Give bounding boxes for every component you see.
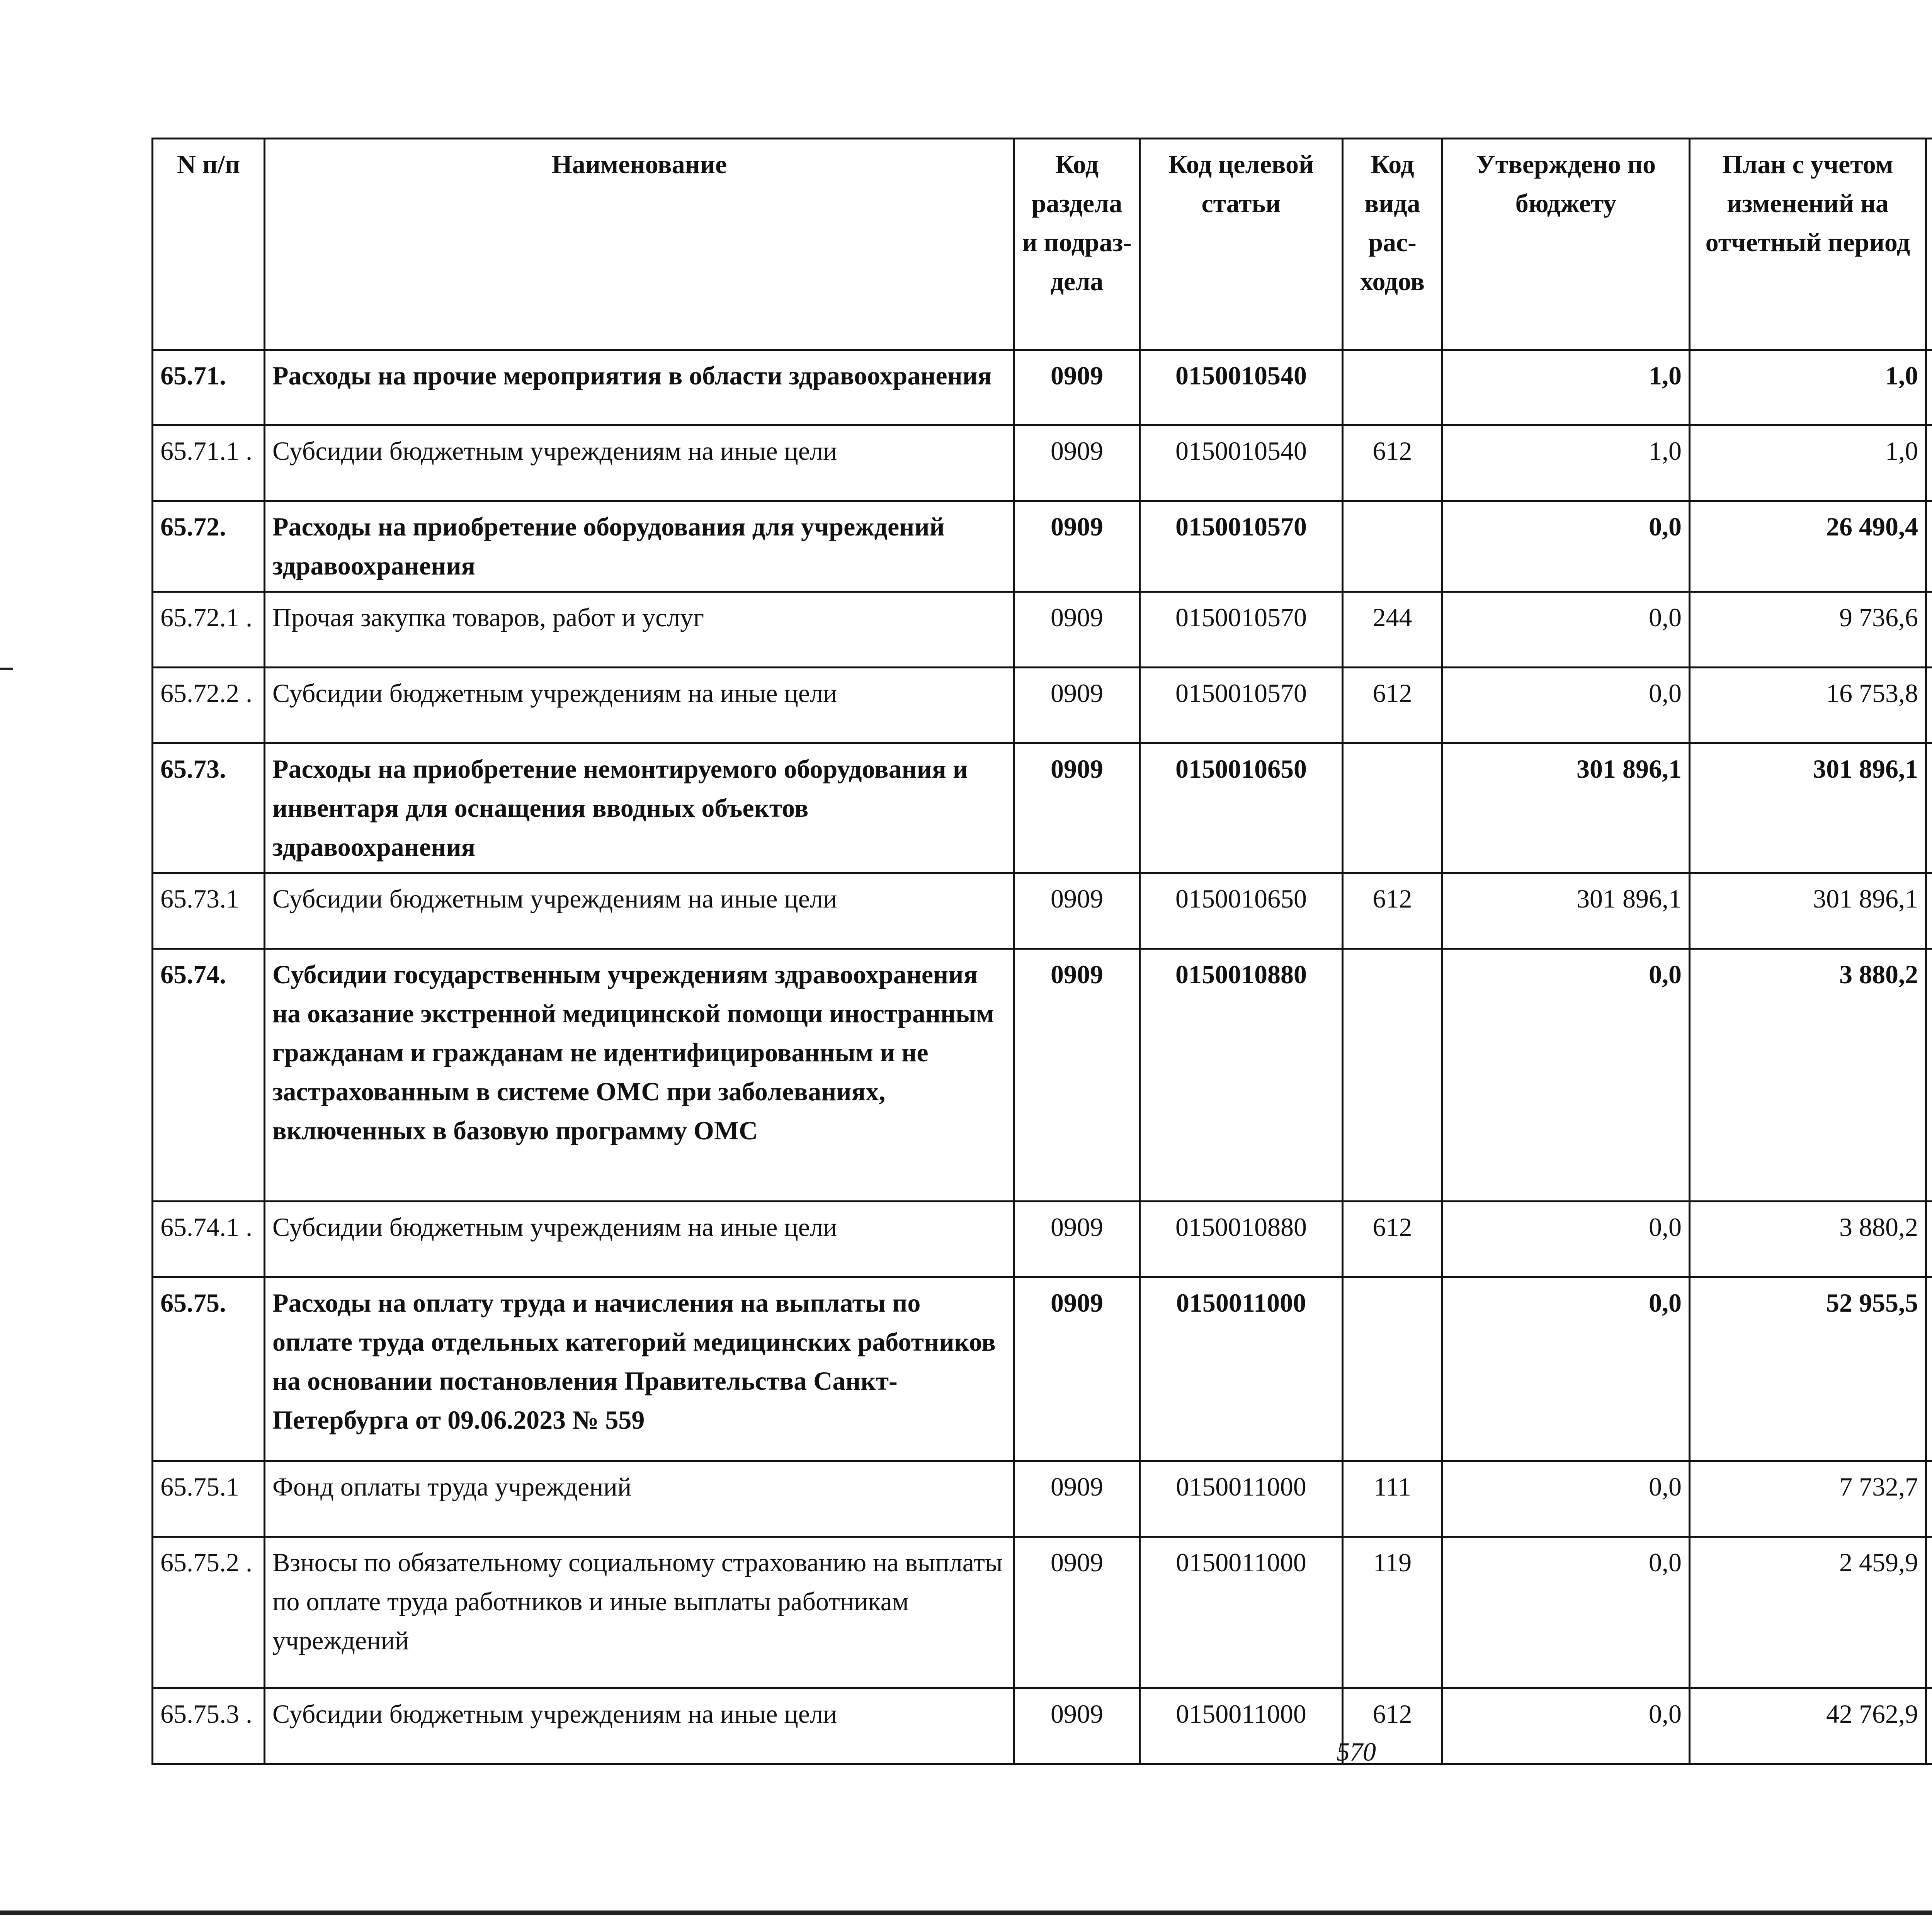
cell-executed bbox=[1926, 1277, 1932, 1461]
table-row bbox=[153, 350, 1932, 425]
cell-name: Расходы на приобретение оборудования для учреждений здравоохранения bbox=[265, 501, 1014, 592]
cell-plan: 301 896,1 bbox=[1690, 743, 1926, 873]
cell-plan: 9 736,6 bbox=[1690, 592, 1926, 668]
table-row bbox=[153, 425, 1932, 501]
cell-expense-type: 612 bbox=[1343, 873, 1442, 949]
cell-section-code: 0909 bbox=[1014, 501, 1140, 592]
cell-section-code: 0909 bbox=[1014, 743, 1140, 873]
cell-executed bbox=[1926, 1461, 1932, 1537]
cell-executed bbox=[1926, 501, 1932, 592]
cell-approved: 1,0 bbox=[1442, 425, 1690, 501]
cell-plan: 16 753,8 bbox=[1690, 668, 1926, 743]
cell-section-code: 0909 bbox=[1014, 668, 1140, 743]
cell-plan: 301 896,1 bbox=[1690, 873, 1926, 949]
cell-approved: 0,0 bbox=[1442, 1202, 1690, 1277]
table-row bbox=[153, 743, 1932, 873]
cell-expense-type bbox=[1343, 949, 1442, 1202]
budget-execution-table bbox=[151, 138, 1932, 1765]
cell-num: 65.73.1 bbox=[153, 873, 265, 949]
cell-target-code: 0150010540 bbox=[1140, 350, 1343, 425]
table-row bbox=[153, 501, 1932, 592]
cell-name: Расходы на прочие мероприятия в области здравоохранения bbox=[265, 350, 1014, 425]
cell-executed bbox=[1926, 873, 1932, 949]
scan-artifact-left bbox=[0, 668, 13, 670]
cell-num: 65.75.3 . bbox=[153, 1688, 265, 1764]
cell-name: Субсидии государственным учреждениям здравоохранения на оказание экстренной медицинской помощи иностранным гражданам и гражданам не идентифицированным и не застрахованным в системе ОМС при заболеваниях, включенных в базовую программу ОМС bbox=[265, 949, 1014, 1202]
cell-plan: 7 732,7 bbox=[1690, 1461, 1926, 1537]
cell-approved: 1,0 bbox=[1442, 350, 1690, 425]
table-row bbox=[153, 1202, 1932, 1277]
table-row bbox=[153, 1537, 1932, 1688]
table-row bbox=[153, 1461, 1932, 1537]
cell-name: Прочая закупка товаров, работ и услуг bbox=[265, 592, 1014, 668]
cell-num: 65.75.2 . bbox=[153, 1537, 265, 1688]
cell-section-code: 0909 bbox=[1014, 592, 1140, 668]
cell-expense-type bbox=[1343, 743, 1442, 873]
cell-target-code: 0150010570 bbox=[1140, 592, 1343, 668]
header-num: N п/п bbox=[153, 139, 265, 350]
cell-num: 65.71.1 . bbox=[153, 425, 265, 501]
header-section-code: Код раздела и подраз- дела bbox=[1014, 139, 1140, 350]
cell-expense-type: 612 bbox=[1343, 1688, 1442, 1764]
cell-executed bbox=[1926, 1688, 1932, 1764]
cell-target-code: 0150010570 bbox=[1140, 668, 1343, 743]
header-target-code: Код целевой статьи bbox=[1140, 139, 1343, 350]
cell-approved: 0,0 bbox=[1442, 592, 1690, 668]
cell-executed bbox=[1926, 350, 1932, 425]
table-row bbox=[153, 949, 1932, 1202]
cell-executed bbox=[1926, 425, 1932, 501]
cell-plan: 3 880,2 bbox=[1690, 949, 1926, 1202]
cell-target-code: 0150010570 bbox=[1140, 501, 1343, 592]
header-executed bbox=[1926, 139, 1932, 350]
cell-num: 65.72.2 . bbox=[153, 668, 265, 743]
header-name: Наименование bbox=[265, 139, 1014, 350]
cell-approved: 0,0 bbox=[1442, 1461, 1690, 1537]
cell-approved: 0,0 bbox=[1442, 668, 1690, 743]
cell-approved: 301 896,1 bbox=[1442, 873, 1690, 949]
cell-name: Расходы на оплату труда и начисления на выплаты по оплате труда отдельных категорий медицинских работников на основании постановления Правительства Санкт-Петербурга от 09.06.2023 № 559 bbox=[265, 1277, 1014, 1461]
table-row bbox=[153, 1688, 1932, 1764]
cell-expense-type bbox=[1343, 501, 1442, 592]
cell-approved: 0,0 bbox=[1442, 1688, 1690, 1764]
header-row-top bbox=[153, 139, 1932, 190]
cell-plan: 3 880,2 bbox=[1690, 1202, 1926, 1277]
table-row bbox=[153, 1277, 1932, 1461]
cell-num: 65.72. bbox=[153, 501, 265, 592]
cell-num: 65.74.1 . bbox=[153, 1202, 265, 1277]
cell-section-code: 0909 bbox=[1014, 1537, 1140, 1688]
cell-approved: 0,0 bbox=[1442, 1277, 1690, 1461]
cell-num: 65.73. bbox=[153, 743, 265, 873]
cell-expense-type: 612 bbox=[1343, 668, 1442, 743]
cell-target-code: 0150011000 bbox=[1140, 1537, 1343, 1688]
cell-name: Фонд оплаты труда учреждений bbox=[265, 1461, 1014, 1537]
cell-target-code: 0150010650 bbox=[1140, 873, 1343, 949]
cell-executed bbox=[1926, 592, 1932, 668]
cell-expense-type: 244 bbox=[1343, 592, 1442, 668]
cell-plan: 42 762,9 bbox=[1690, 1688, 1926, 1764]
cell-num: 65.72.1 . bbox=[153, 592, 265, 668]
cell-expense-type: 119 bbox=[1343, 1537, 1442, 1688]
cell-section-code: 0909 bbox=[1014, 350, 1140, 425]
table-row bbox=[153, 873, 1932, 949]
cell-expense-type: 612 bbox=[1343, 1202, 1442, 1277]
cell-section-code: 0909 bbox=[1014, 1202, 1140, 1277]
cell-executed bbox=[1926, 1202, 1932, 1277]
header-plan: План с учетом изменений на отчетный период bbox=[1690, 139, 1926, 350]
cell-plan: 2 459,9 bbox=[1690, 1537, 1926, 1688]
table-row bbox=[153, 668, 1932, 743]
cell-num: 65.75. bbox=[153, 1277, 265, 1461]
cell-approved: 0,0 bbox=[1442, 949, 1690, 1202]
cell-section-code: 0909 bbox=[1014, 1688, 1140, 1764]
cell-name: Субсидии бюджетным учреждениям на иные цели bbox=[265, 873, 1014, 949]
cell-num: 65.75.1 bbox=[153, 1461, 265, 1537]
cell-plan: 26 490,4 bbox=[1690, 501, 1926, 592]
cell-name: Субсидии бюджетным учреждениям на иные цели bbox=[265, 668, 1014, 743]
cell-target-code: 0150010540 bbox=[1140, 425, 1343, 501]
cell-executed bbox=[1926, 1537, 1932, 1688]
scan-bottom-edge bbox=[0, 1911, 1932, 1915]
cell-section-code: 0909 bbox=[1014, 873, 1140, 949]
cell-approved: 301 896,1 bbox=[1442, 743, 1690, 873]
cell-target-code: 0150011000 bbox=[1140, 1688, 1343, 1764]
cell-section-code: 0909 bbox=[1014, 1277, 1140, 1461]
cell-executed bbox=[1926, 668, 1932, 743]
cell-num: 65.71. bbox=[153, 350, 265, 425]
cell-target-code: 0150010880 bbox=[1140, 949, 1343, 1202]
cell-name: Расходы на приобретение немонтируемого оборудования и инвентаря для оснащения вводных объектов здравоохранения bbox=[265, 743, 1014, 873]
cell-approved: 0,0 bbox=[1442, 501, 1690, 592]
cell-approved: 0,0 bbox=[1442, 1537, 1690, 1688]
table-row bbox=[153, 592, 1932, 668]
cell-section-code: 0909 bbox=[1014, 1461, 1140, 1537]
cell-target-code: 0150010880 bbox=[1140, 1202, 1343, 1277]
cell-name: Субсидии бюджетным учреждениям на иные цели bbox=[265, 425, 1014, 501]
cell-expense-type: 612 bbox=[1343, 425, 1442, 501]
cell-num: 65.74. bbox=[153, 949, 265, 1202]
cell-section-code: 0909 bbox=[1014, 949, 1140, 1202]
cell-expense-type: 111 bbox=[1343, 1461, 1442, 1537]
cell-plan: 1,0 bbox=[1690, 350, 1926, 425]
cell-executed bbox=[1926, 743, 1932, 873]
cell-expense-type bbox=[1343, 1277, 1442, 1461]
header-approved: Утверждено по бюджету bbox=[1442, 139, 1690, 350]
cell-target-code: 0150011000 bbox=[1140, 1461, 1343, 1537]
cell-target-code: 0150010650 bbox=[1140, 743, 1343, 873]
header-expense-type: Код вида рас- ходов bbox=[1343, 139, 1442, 350]
cell-executed bbox=[1926, 949, 1932, 1202]
cell-expense-type bbox=[1343, 350, 1442, 425]
page-number: 570 bbox=[1337, 1737, 1376, 1766]
cell-name: Субсидии бюджетным учреждениям на иные цели bbox=[265, 1202, 1014, 1277]
table-body bbox=[153, 350, 1932, 1764]
cell-target-code: 0150011000 bbox=[1140, 1277, 1343, 1461]
cell-plan: 1,0 bbox=[1690, 425, 1926, 501]
cell-name: Субсидии бюджетным учреждениям на иные цели bbox=[265, 1688, 1014, 1764]
cell-section-code: 0909 bbox=[1014, 425, 1140, 501]
cell-plan: 52 955,5 bbox=[1690, 1277, 1926, 1461]
cell-name: Взносы по обязательному социальному страхованию на выплаты по оплате труда работников и иные выплаты работникам учреждений bbox=[265, 1537, 1014, 1688]
